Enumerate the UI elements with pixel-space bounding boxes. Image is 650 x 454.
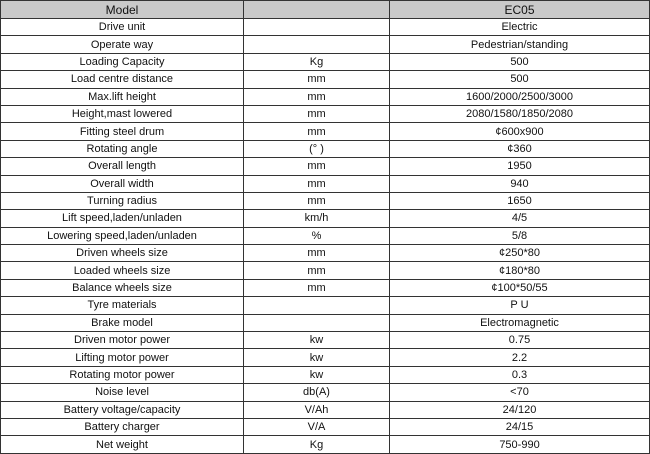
- spec-table-body: [1, 19, 650, 454]
- table-row: [1, 210, 650, 227]
- param-cell: Brake model: [1, 314, 244, 331]
- param-cell: Net weight: [1, 436, 244, 453]
- param-cell: Loading Capacity: [1, 53, 244, 70]
- unit-cell: kw: [244, 366, 390, 383]
- value-cell: ¢100*50/55: [390, 279, 650, 296]
- table-row: [1, 88, 650, 105]
- param-cell: Loaded wheels size: [1, 262, 244, 279]
- param-cell: Operate way: [1, 36, 244, 53]
- header-ec05: EC05: [390, 1, 650, 19]
- unit-cell: mm: [244, 175, 390, 192]
- header-model: Model: [1, 1, 244, 19]
- value-cell: 0.3: [390, 366, 650, 383]
- unit-cell: %: [244, 227, 390, 244]
- param-cell: Driven motor power: [1, 332, 244, 349]
- table-row: [1, 366, 650, 383]
- param-cell: Lowering speed,laden/unladen: [1, 227, 244, 244]
- value-cell: Pedestrian/standing: [390, 36, 650, 53]
- param-cell: Overall width: [1, 175, 244, 192]
- unit-cell: mm: [244, 71, 390, 88]
- param-cell: Battery voltage/capacity: [1, 401, 244, 418]
- table-row: [1, 262, 650, 279]
- table-row: [1, 192, 650, 209]
- param-cell: Balance wheels size: [1, 279, 244, 296]
- unit-cell: [244, 19, 390, 36]
- unit-cell: V/A: [244, 418, 390, 435]
- param-cell: Overall length: [1, 158, 244, 175]
- table-row: [1, 140, 650, 157]
- value-cell: ¢180*80: [390, 262, 650, 279]
- header-unit: [244, 1, 390, 19]
- value-cell: ¢360: [390, 140, 650, 157]
- table-row: [1, 332, 650, 349]
- unit-cell: Kg: [244, 436, 390, 453]
- param-cell: Height,mast lowered: [1, 105, 244, 122]
- table-row: [1, 71, 650, 88]
- param-cell: Drive unit: [1, 19, 244, 36]
- value-cell: ¢250*80: [390, 245, 650, 262]
- param-cell: Load centre distance: [1, 71, 244, 88]
- value-cell: 940: [390, 175, 650, 192]
- value-cell: Electromagnetic: [390, 314, 650, 331]
- value-cell: P U: [390, 297, 650, 314]
- param-cell: Battery charger: [1, 418, 244, 435]
- param-cell: Tyre materials: [1, 297, 244, 314]
- table-row: [1, 314, 650, 331]
- table-row: [1, 245, 650, 262]
- value-cell: 750-990: [390, 436, 650, 453]
- unit-cell: Kg: [244, 53, 390, 70]
- table-row: [1, 105, 650, 122]
- table-row: [1, 123, 650, 140]
- value-cell: 4/5: [390, 210, 650, 227]
- param-cell: Lifting motor power: [1, 349, 244, 366]
- value-cell: 500: [390, 53, 650, 70]
- param-cell: Rotating angle: [1, 140, 244, 157]
- value-cell: 5/8: [390, 227, 650, 244]
- unit-cell: kw: [244, 332, 390, 349]
- value-cell: <70: [390, 384, 650, 401]
- table-row: [1, 384, 650, 401]
- value-cell: 2080/1580/1850/2080: [390, 105, 650, 122]
- unit-cell: mm: [244, 279, 390, 296]
- table-row: [1, 349, 650, 366]
- table-row: [1, 53, 650, 70]
- unit-cell: mm: [244, 158, 390, 175]
- param-cell: Rotating motor power: [1, 366, 244, 383]
- param-cell: Driven wheels size: [1, 245, 244, 262]
- param-cell: Max.lift height: [1, 88, 244, 105]
- unit-cell: mm: [244, 262, 390, 279]
- table-row: [1, 175, 650, 192]
- table-row: [1, 401, 650, 418]
- spec-table-header: [1, 1, 650, 19]
- unit-cell: kw: [244, 349, 390, 366]
- param-cell: Noise level: [1, 384, 244, 401]
- param-cell: Fitting steel drum: [1, 123, 244, 140]
- unit-cell: mm: [244, 105, 390, 122]
- unit-cell: [244, 297, 390, 314]
- table-row: [1, 279, 650, 296]
- table-row: [1, 158, 650, 175]
- param-cell: Turning radius: [1, 192, 244, 209]
- unit-cell: mm: [244, 192, 390, 209]
- unit-cell: (° ): [244, 140, 390, 157]
- value-cell: 1650: [390, 192, 650, 209]
- param-cell: Lift speed,laden/unladen: [1, 210, 244, 227]
- unit-cell: db(A): [244, 384, 390, 401]
- value-cell: ¢600x900: [390, 123, 650, 140]
- value-cell: Electric: [390, 19, 650, 36]
- table-row: [1, 227, 650, 244]
- table-row: [1, 418, 650, 435]
- header-row: [1, 1, 650, 19]
- unit-cell: mm: [244, 123, 390, 140]
- unit-cell: km/h: [244, 210, 390, 227]
- value-cell: 0.75: [390, 332, 650, 349]
- unit-cell: mm: [244, 88, 390, 105]
- table-row: [1, 19, 650, 36]
- value-cell: 2.2: [390, 349, 650, 366]
- unit-cell: [244, 314, 390, 331]
- unit-cell: V/Ah: [244, 401, 390, 418]
- unit-cell: mm: [244, 245, 390, 262]
- value-cell: 500: [390, 71, 650, 88]
- value-cell: 1950: [390, 158, 650, 175]
- table-row: [1, 36, 650, 53]
- unit-cell: [244, 36, 390, 53]
- table-row: [1, 297, 650, 314]
- value-cell: 1600/2000/2500/3000: [390, 88, 650, 105]
- value-cell: 24/15: [390, 418, 650, 435]
- value-cell: 24/120: [390, 401, 650, 418]
